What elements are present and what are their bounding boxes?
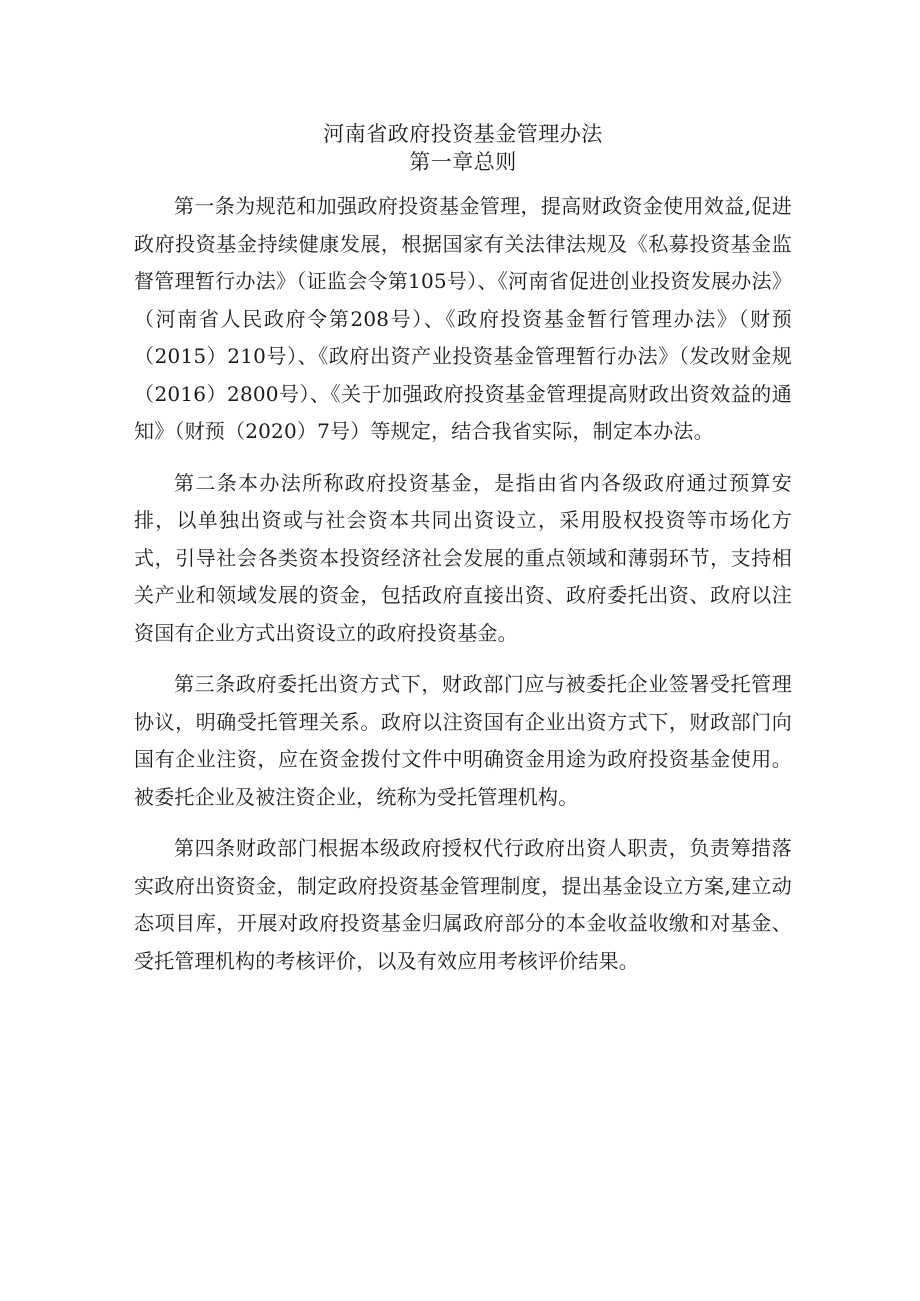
chapter-title: 第一章总则 xyxy=(409,150,517,174)
article-1: 第一条为规范和加强政府投资基金管理，提高财政资金使用效益,促进政府投资基金持续健康发展，根据国家有关法律法规及《私募投资基金监督管理暂行办法》（证监会令第105号）、《河南省促进创业投资发展办法》（河南省人民政府令第208号）、《政府投资基金暂行管理办法》（财预（2015）210号）、《政府出资产业投资基金管理暂行办法》（发改财金规（2016）2800号）、《关于加强政府投资基金管理提高财政出资效益的通知》（财预（2020）7号）等规定，结合我省实际，制定本办法。 xyxy=(134,194,792,443)
document-title: 河南省政府投资基金管理办法 xyxy=(323,122,603,146)
article-4: 第四条财政部门根据本级政府授权代行政府出资人职责，负责筹措落实政府出资资金，制定政府投资基金管理制度，提出基金设立方案,建立动态项目库，开展对政府投资基金归属政府部分的本金收益收缴和对基金、受托管理机构的考核评价，以及有效应用考核评价结果。 xyxy=(134,836,792,973)
article-3: 第三条政府委托出资方式下，财政部门应与被委托企业签署受托管理协议，明确受托管理关系。政府以注资国有企业出资方式下，财政部门向国有企业注资，应在资金拨付文件中明确资金用途为政府投资基金使用。被委托企业及被注资企业，统称为受托管理机构。 xyxy=(134,672,792,809)
article-2: 第二条本办法所称政府投资基金，是指由省内各级政府通过预算安排，以单独出资或与社会资本共同出资设立，采用股权投资等市场化方式，引导社会各类资本投资经济社会发展的重点领域和薄弱环节，支持相关产业和领域发展的资金，包括政府直接出资、政府委托出资、政府以注资国有企业方式出资设立的政府投资基金。 xyxy=(134,470,792,645)
